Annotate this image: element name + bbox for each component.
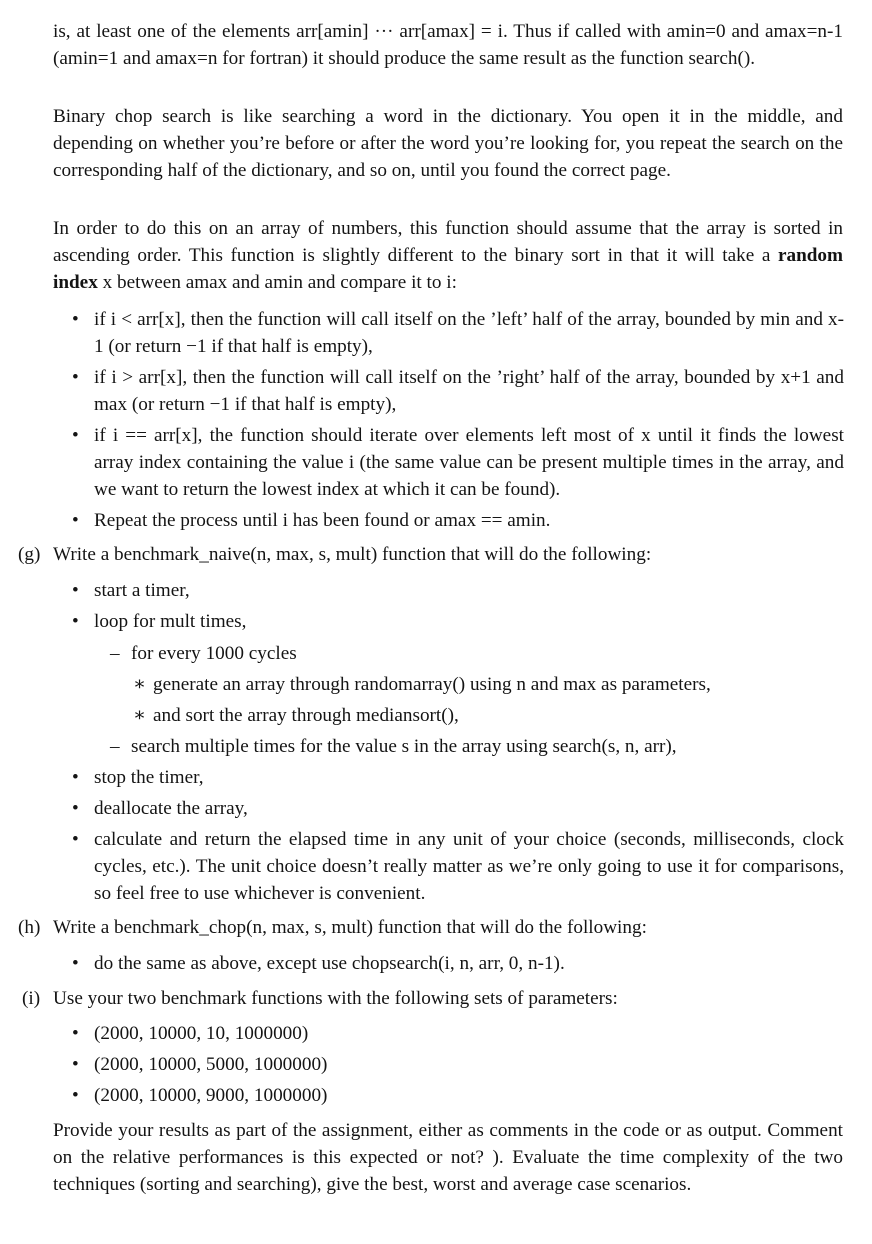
dash-icon: – bbox=[110, 736, 120, 757]
item-label-h: (h) bbox=[18, 917, 41, 938]
bullet-icon: • bbox=[72, 767, 79, 788]
h-bullet: do the same as above, except use chopsearch(i, n, arr, 0, n-1). bbox=[94, 953, 565, 974]
bullet-icon: • bbox=[72, 309, 79, 330]
bold-random-index: random index bbox=[53, 245, 843, 293]
bullet-icon: • bbox=[72, 611, 79, 632]
g-bullet: loop for mult times, bbox=[94, 611, 247, 632]
param-set: (2000, 10000, 9000, 1000000) bbox=[94, 1085, 328, 1106]
chop-bullet: • Repeat the process until i has been found or amax == amin. bbox=[94, 507, 844, 534]
item-i-text: Use your two benchmark functions with the following sets of parameters: bbox=[53, 988, 618, 1009]
dash-icon: – bbox=[110, 643, 120, 664]
g-bullet: • calculate and return the elapsed time in any unit of your choice (seconds, milliseconds, clock cycles, etc.). The unit choice doesn’t really matter as we’re only going to use it for comparisons, so feel free to use whichever is convenient. bbox=[94, 826, 844, 907]
param-set: (2000, 10000, 10, 1000000) bbox=[94, 1023, 309, 1044]
item-h-text: Write a benchmark_chop(n, max, s, mult) function that will do the following: bbox=[53, 917, 647, 938]
g-bullet: start a timer, bbox=[94, 580, 190, 601]
chop-bullet: • if i > arr[x], then the function will call itself on the ’right’ half of the array, bounded by x+1 and max (or return −1 if that half is empty), bbox=[94, 364, 844, 418]
bullet-icon: • bbox=[72, 829, 79, 850]
paragraph-closing: Provide your results as part of the assignment, either as comments in the code or as output. Comment on the relative performances is this expected or not? ). Evaluate the time complexity of the two techniques (sorting and searching), give the best, worst and average case scenarios. bbox=[53, 1120, 843, 1195]
g-bullet: stop the timer, bbox=[94, 767, 204, 788]
bullet-icon: • bbox=[72, 798, 79, 819]
star-icon: ∗ bbox=[133, 705, 147, 726]
g-sub-star: and sort the array through mediansort(), bbox=[153, 705, 459, 726]
bullet-icon: • bbox=[72, 1054, 79, 1075]
bullet-icon: • bbox=[72, 580, 79, 601]
bullet-icon: • bbox=[72, 510, 79, 531]
paragraph-intro: is, at least one of the elements arr[amin] ··· arr[amax] = i. Thus if called with amin=0 and amax=n-1 (amin=1 and amax=n for fortran) it should produce the same result as the function search(). bbox=[53, 21, 843, 69]
bullet-icon: • bbox=[72, 1085, 79, 1106]
item-label-i: (i) bbox=[22, 988, 41, 1009]
bullet-icon: • bbox=[72, 1023, 79, 1044]
bullet-icon: • bbox=[72, 953, 79, 974]
item-label-g: (g) bbox=[18, 544, 41, 565]
paragraph-binary-chop: Binary chop search is like searching a word in the dictionary. You open it in the middle, and depending on whether you’re before or after the word you’re looking for, you repeat the search on the corresponding half of the dictionary, and so on, until you found the correct page. bbox=[53, 106, 843, 181]
bullet-icon: • bbox=[72, 367, 79, 388]
g-bullet: deallocate the array, bbox=[94, 798, 248, 819]
chop-bullet: • if i < arr[x], then the function will call itself on the ’left’ half of the array, bounded by min and x-1 (or return −1 if that half is empty), bbox=[94, 306, 844, 360]
g-sub-dash: for every 1000 cycles bbox=[131, 643, 297, 664]
param-set: (2000, 10000, 5000, 1000000) bbox=[94, 1054, 328, 1075]
g-sub-star: generate an array through randomarray() using n and max as parameters, bbox=[153, 674, 711, 695]
star-icon: ∗ bbox=[133, 674, 147, 695]
g-sub-dash: search multiple times for the value s in the array using search(s, n, arr), bbox=[131, 736, 677, 757]
paragraph-random-index: In order to do this on an array of numbers, this function should assume that the array is sorted in ascending order. This function is slightly different to the binary sort in that it will take a random index x between amax and amin and compare it to i: bbox=[53, 218, 843, 293]
bullet-icon: • bbox=[72, 425, 79, 446]
chop-bullet: • if i == arr[x], the function should iterate over elements left most of x until it finds the lowest array index containing the value i (the same value can be present multiple times in the array, and we want to return the lowest index at which it can be found). bbox=[94, 422, 844, 503]
item-g-text: Write a benchmark_naive(n, max, s, mult) function that will do the following: bbox=[53, 544, 652, 565]
